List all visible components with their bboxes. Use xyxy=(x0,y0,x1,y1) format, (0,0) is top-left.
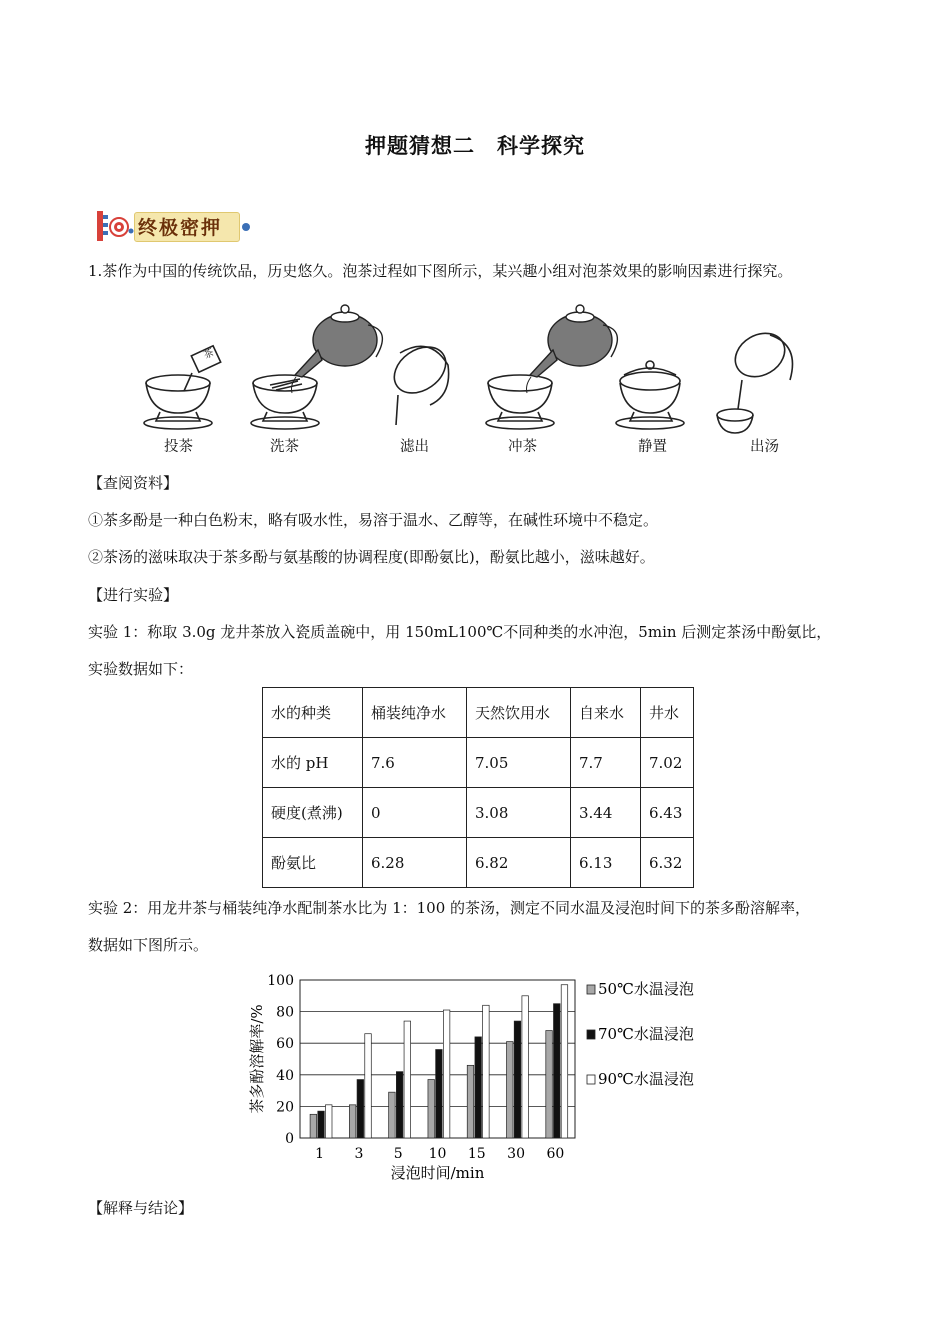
x-tick-label: 3 xyxy=(354,1146,364,1162)
table-cell: 水的 pH xyxy=(263,738,363,788)
tea-process-illustration xyxy=(130,295,820,460)
page-title: 押题猜想二 科学探究 xyxy=(365,134,585,158)
table-row xyxy=(263,738,694,788)
chart-svg xyxy=(240,968,720,1188)
step-label: 冲茶 xyxy=(508,439,537,455)
table-cell: 6.13 xyxy=(571,838,641,888)
table-cell: 7.05 xyxy=(467,738,571,788)
table-cell: 3.08 xyxy=(467,788,571,838)
bar xyxy=(467,1065,474,1138)
bar xyxy=(561,985,568,1138)
bar xyxy=(318,1111,325,1138)
bar xyxy=(554,1004,561,1138)
legend-swatch xyxy=(587,985,595,994)
table-cell: 0 xyxy=(363,788,467,838)
bar xyxy=(428,1080,435,1138)
x-tick-label: 5 xyxy=(393,1146,403,1162)
table-cell: 6.82 xyxy=(467,838,571,888)
table-cell: 7.7 xyxy=(571,738,641,788)
bar xyxy=(325,1105,332,1138)
dot-icon xyxy=(240,221,252,233)
table-cell: 6.43 xyxy=(641,788,694,838)
bar xyxy=(357,1080,364,1138)
water-data-table xyxy=(262,687,694,888)
target-icon xyxy=(94,207,134,245)
bar xyxy=(522,996,529,1138)
bar xyxy=(436,1050,443,1138)
table-cell: 硬度(煮沸) xyxy=(263,788,363,838)
experiment-text: 实验数据如下： xyxy=(88,660,194,678)
reference-item: ①茶多酚是一种白色粉末，略有吸水性，易溶于温水、乙醇等，在碱性环境中不稳定。 xyxy=(88,511,659,529)
table-cell: 自来水 xyxy=(571,688,641,738)
experiment-text: 实验 2：用龙井茶与桶装纯净水配制茶水比为 1：100 的茶汤，测定不同水温及浸泡时间下的茶多酚溶解率， xyxy=(88,899,811,917)
y-tick-label: 100 xyxy=(267,973,294,989)
x-tick-label: 60 xyxy=(546,1146,565,1162)
bar xyxy=(404,1021,411,1138)
bar xyxy=(483,1005,490,1138)
bar xyxy=(475,1037,482,1138)
y-tick-label: 80 xyxy=(276,1004,294,1021)
table-cell: 7.02 xyxy=(641,738,694,788)
bar xyxy=(443,1010,450,1138)
section-heading: 【解释与结论】 xyxy=(88,1199,194,1217)
bar xyxy=(514,1021,521,1138)
tea-tag-label: 茶 xyxy=(201,347,216,362)
section-heading: 【查阅资料】 xyxy=(88,474,179,492)
table-cell: 7.6 xyxy=(363,738,467,788)
legend-label: 50℃水温浸泡 xyxy=(598,980,694,998)
bar xyxy=(365,1034,372,1138)
y-axis-label: 茶多酚溶解率/% xyxy=(248,1004,266,1114)
reference-item: ②茶汤的滋味取决于茶多酚与氨基酸的协调程度(即酚氨比)，酚氨比越小，滋味越好。 xyxy=(88,548,655,566)
bar xyxy=(396,1072,403,1138)
table-cell: 6.28 xyxy=(363,838,467,888)
table-row xyxy=(263,838,694,888)
table-row xyxy=(263,788,694,838)
step-label: 出汤 xyxy=(750,439,779,455)
table-cell: 天然饮用水 xyxy=(467,688,571,738)
section-badge xyxy=(94,207,256,245)
solubility-bar-chart xyxy=(240,968,720,1188)
x-tick-label: 30 xyxy=(507,1146,525,1162)
bar xyxy=(349,1105,356,1138)
table-cell: 6.32 xyxy=(641,838,694,888)
x-tick-label: 1 xyxy=(315,1146,325,1162)
step-label: 投茶 xyxy=(164,439,193,455)
tea-process-drawing xyxy=(130,295,820,435)
y-tick-label: 20 xyxy=(276,1099,294,1116)
legend-label: 90℃水温浸泡 xyxy=(598,1070,694,1088)
y-tick-label: 0 xyxy=(285,1131,294,1147)
table-cell: 井水 xyxy=(641,688,694,738)
step-label: 静置 xyxy=(638,439,667,455)
legend-swatch xyxy=(587,1075,595,1084)
y-tick-label: 60 xyxy=(276,1036,294,1053)
experiment-text: 实验 1：称取 3.0g 龙井茶放入瓷质盖碗中，用 150mL100℃不同种类的水冲泡，5min 后测定茶汤中酚氨比， xyxy=(88,623,832,641)
question-intro: 1.茶作为中国的传统饮品，历史悠久。泡茶过程如下图所示，某兴趣小组对泡茶效果的影响因素进行探究。 xyxy=(88,262,793,280)
bar xyxy=(546,1031,553,1138)
x-axis-label: 浸泡时间/min xyxy=(390,1164,485,1182)
x-tick-label: 10 xyxy=(428,1146,447,1162)
table-cell: 水的种类 xyxy=(263,688,363,738)
bar xyxy=(389,1092,396,1138)
badge-label: 终极密押 xyxy=(138,217,223,239)
legend-swatch xyxy=(587,1030,595,1039)
table-cell: 酚氨比 xyxy=(263,838,363,888)
bar xyxy=(507,1042,514,1138)
experiment-text: 数据如下图所示。 xyxy=(88,936,209,954)
bar xyxy=(310,1114,317,1138)
y-tick-label: 40 xyxy=(276,1067,294,1084)
legend-label: 70℃水温浸泡 xyxy=(598,1025,694,1043)
step-label: 洗茶 xyxy=(270,439,299,455)
table-cell: 3.44 xyxy=(571,788,641,838)
section-heading: 【进行实验】 xyxy=(88,586,179,604)
table-cell: 桶装纯净水 xyxy=(363,688,467,738)
table-row xyxy=(263,688,694,738)
step-label: 滤出 xyxy=(400,439,429,455)
x-tick-label: 15 xyxy=(467,1146,486,1162)
